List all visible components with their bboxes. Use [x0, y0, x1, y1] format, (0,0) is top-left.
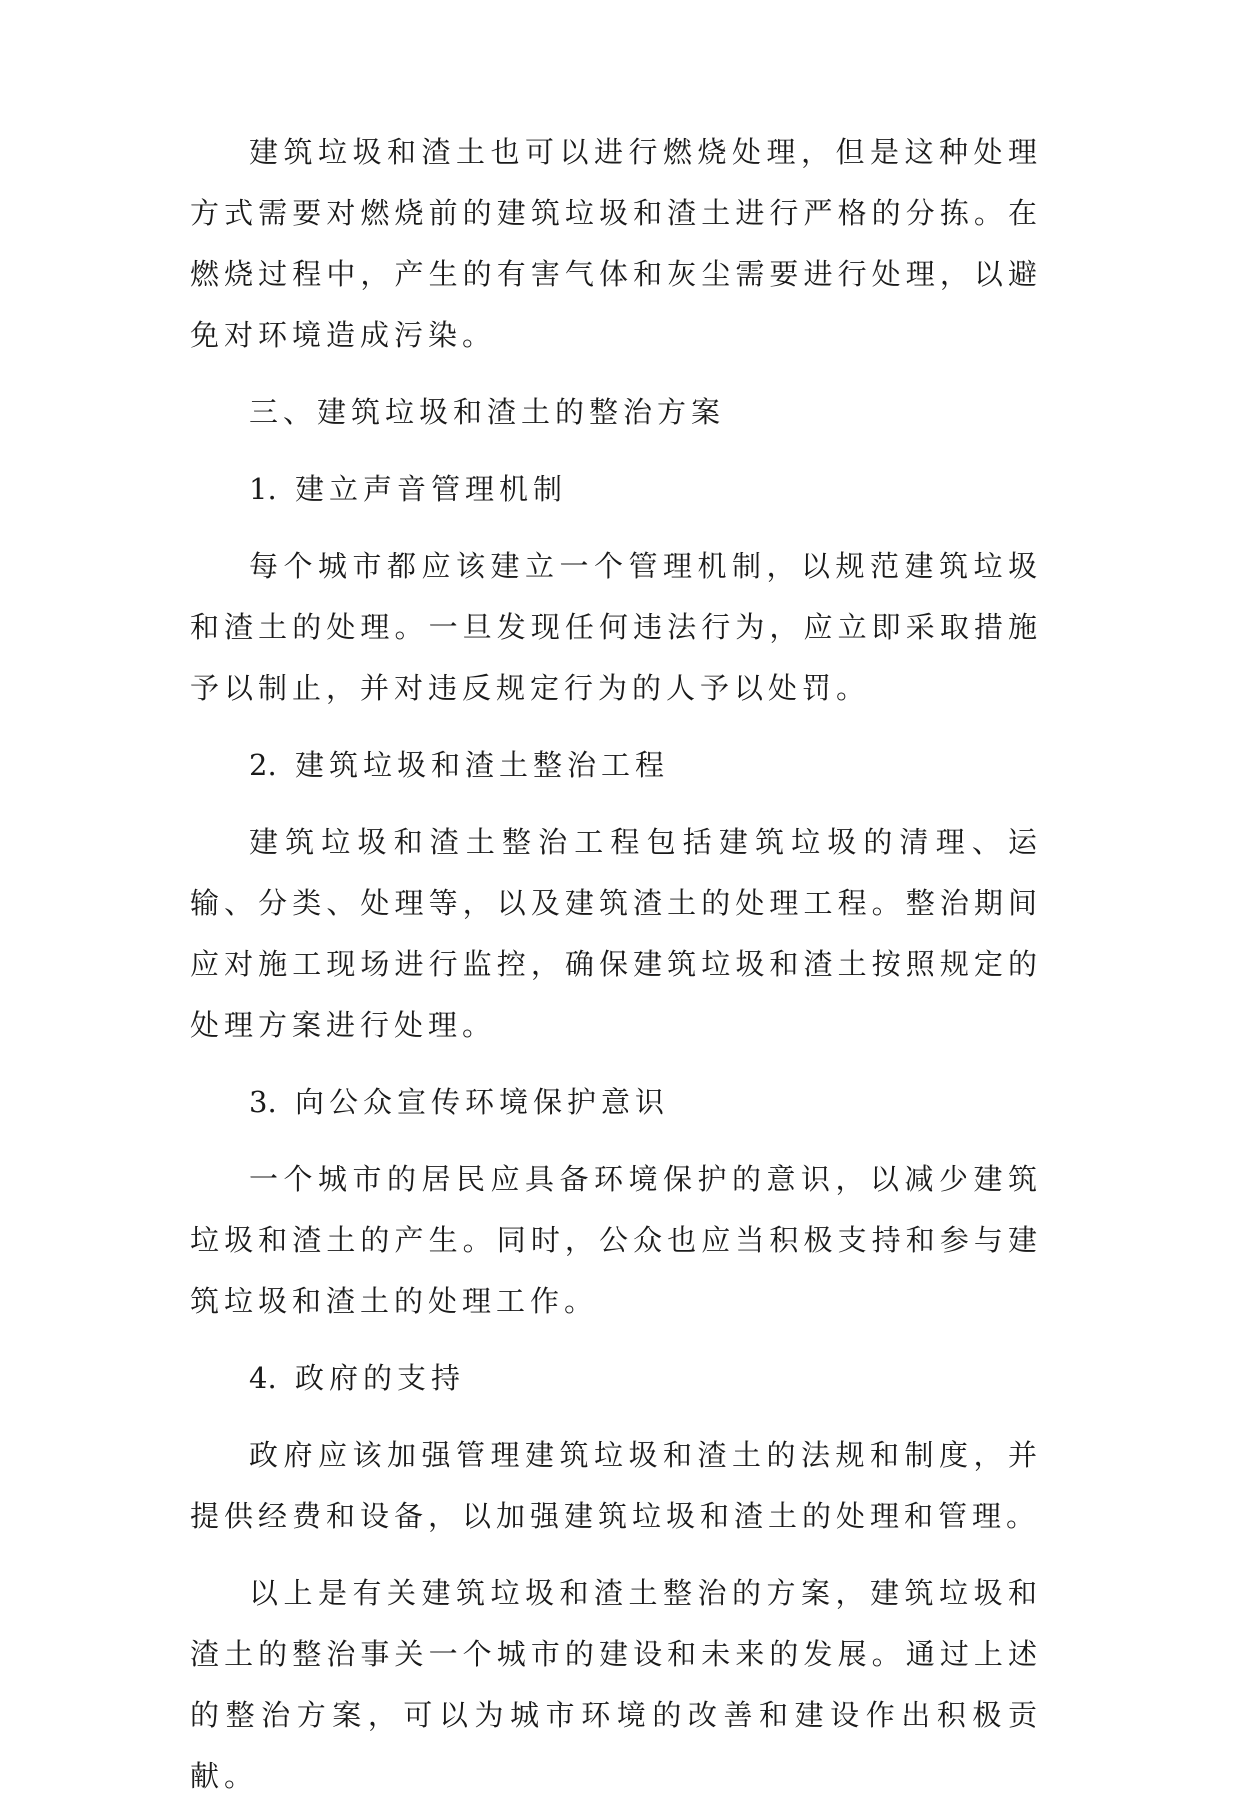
subheading-number: 1. — [249, 472, 277, 506]
spacer — [190, 366, 1042, 382]
subheading-1 — [190, 459, 1042, 520]
document-page — [190, 122, 1042, 1807]
paragraph-public-awareness: 一个城市的居民应具备环境保护的意识，以减少建筑垃圾和渣土的产生。同时，公众也应当积极支持和参与建筑垃圾和渣土的处理工作。 — [190, 1162, 1042, 1318]
spacer — [190, 1133, 1042, 1149]
section-heading-remediation-plan: 三、建筑垃圾和渣土的整治方案 — [249, 395, 726, 429]
paragraph-government-support: 政府应该加强管理建筑垃圾和渣土的法规和制度，并提供经费和设备，以加强建筑垃圾和渣土的处理和管理。 — [190, 1438, 1042, 1533]
paragraph-management-mechanism: 每个城市都应该建立一个管理机制，以规范建筑垃圾和渣土的处理。一旦发现任何违法行为，应立即采取措施予以制止，并对违反规定行为的人予以处罚。 — [190, 549, 1042, 705]
spacer — [190, 443, 1042, 459]
subheading-4 — [190, 1348, 1042, 1409]
spacer — [190, 1332, 1042, 1348]
spacer — [190, 1547, 1042, 1563]
spacer — [190, 719, 1042, 735]
subheading-2 — [190, 735, 1042, 796]
subheading-text: 向公众宣传环境保护意识 — [295, 1085, 670, 1119]
spacer — [190, 1409, 1042, 1425]
spacer — [190, 796, 1042, 812]
paragraph-incineration: 建筑垃圾和渣土也可以进行燃烧处理，但是这种处理方式需要对燃烧前的建筑垃圾和渣土进行严格的分拣。在燃烧过程中，产生的有害气体和灰尘需要进行处理，以避免对环境造成污染。 — [190, 135, 1042, 352]
subheading-text: 政府的支持 — [295, 1361, 466, 1395]
subheading-number: 2. — [249, 748, 277, 782]
subheading-3 — [190, 1072, 1042, 1133]
subheading-text: 建筑垃圾和渣土整治工程 — [295, 748, 670, 782]
paragraph-remediation-project: 建筑垃圾和渣土整治工程包括建筑垃圾的清理、运输、分类、处理等，以及建筑渣土的处理工程。整治期间应对施工现场进行监控，确保建筑垃圾和渣土按照规定的处理方案进行处理。 — [190, 825, 1042, 1042]
subheading-text: 建立声音管理机制 — [295, 472, 568, 506]
spacer — [190, 520, 1042, 536]
subheading-number: 3. — [249, 1085, 277, 1119]
paragraph-conclusion: 以上是有关建筑垃圾和渣土整治的方案，建筑垃圾和渣土的整治事关一个城市的建设和未来的发展。通过上述的整治方案，可以为城市环境的改善和建设作出积极贡献。 — [190, 1576, 1042, 1793]
spacer — [190, 1056, 1042, 1072]
subheading-number: 4. — [249, 1361, 277, 1395]
